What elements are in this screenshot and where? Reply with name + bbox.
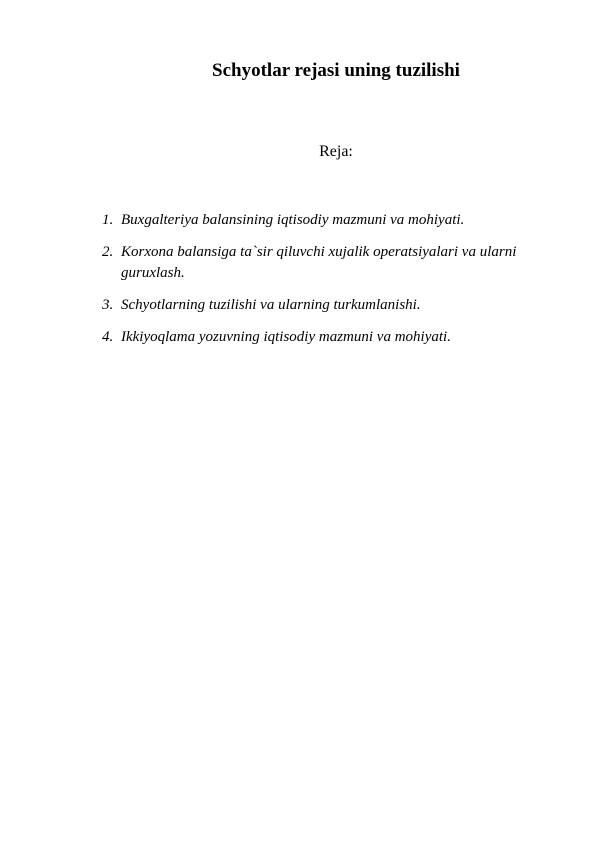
list-item-text: Schyotlarning tuzilishi va ularning turkumlanishi.: [121, 297, 421, 313]
page-title: Schyotlar rejasi uning tuzilishi: [212, 60, 460, 81]
list-item: [102, 210, 552, 231]
plan-heading: Reja:: [319, 143, 353, 160]
list-item-number: 3.: [102, 297, 114, 313]
list-item-text: Korxona balansiga ta`sir qiluvchi xujalik operatsiyalari va ularni guruxlash.: [121, 244, 517, 281]
list-item-text: Buxgalteriya balansining iqtisodiy mazmuni va mohiyati.: [121, 212, 465, 228]
list-item-number: 1.: [102, 212, 114, 228]
list-item: [102, 327, 552, 348]
list-item: [102, 242, 552, 284]
plan-list: [102, 210, 552, 359]
list-item-number: 2.: [102, 244, 114, 260]
list-item: [102, 295, 552, 316]
list-item-text: Ikkiyoqlama yozuvning iqtisodiy mazmuni va mohiyati.: [121, 329, 451, 345]
list-item-number: 4.: [102, 329, 114, 345]
